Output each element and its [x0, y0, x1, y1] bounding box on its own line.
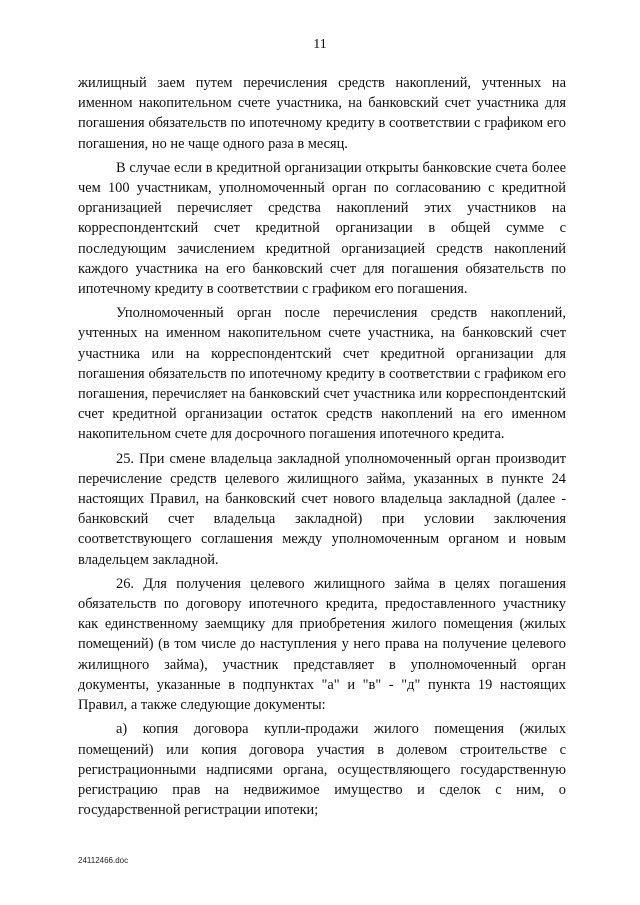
paragraph-5: 26. Для получения целевого жилищного займа в целях погашения обязательств по договору ипотечного кредита, предоставленного участнику как единственному заемщику для приобретения жилого помещения (жилых помещений) (в том числе до наступления у него права на получение целевого жилищного займа), участник представляет в уполномоченный орган документы, указанные в подпунктах "а" и "в" - "д" пункта 19 настоящих Правил, а также следующие документы:	[78, 575, 566, 714]
footer-filename: 24112466.doc	[78, 856, 129, 865]
paragraph-4: 25. При смене владельца закладной уполномоченный орган производит перечисление средств целевого жилищного займа, указанных в пункте 24 настоящих Правил, на банковский счет нового владельца закладной (далее - банковский счет владельца закладной) при условии заключения соответствующего соглашения между уполномоченным органом и новым владельцем закладной.	[78, 450, 566, 568]
paragraph-3: Уполномоченный орган после перечисления средств накоплений, учтенных на именном накопительном счете участника, на банковский счет участника или на корреспондентский счет кредитной организации для погашения обязательств по ипотечному кредиту в соответствии с графиком его погашения, перечисляет на банковский счет участника или корреспондентский счет кредитной организации остаток средств накоплений на его именном накопительном счете для досрочного погашения ипотечного кредита.	[78, 305, 566, 443]
paragraph-1: жилищный заем путем перечисления средств накоплений, учтенных на именном накопительном счете участника, на банковский счет участника для погашения обязательств по ипотечному кредиту в соответствии с графиком его погашения, но не чаще одного раза в месяц.	[78, 75, 566, 152]
paragraph-6: а) копия договора купли-продажи жилого помещения (жилых помещений) или копия договора участия в долевом строительстве с регистрационными надписями органа, осуществляющего государственную регистрацию прав на недвижимое имущество и сделок с ним, о государственной регистрации ипотеки;	[78, 721, 566, 819]
paragraph-2: В случае если в кредитной организации открыты банковские счета более чем 100 участникам, уполномоченный орган по согласованию с кредитной организацией перечисляет средства накоплений этих участников на корреспондентский счет кредитной организации в общей сумме с последующим зачислением кредитной организацией средств накоплений каждого участника на его банковский счет для погашения обязательств по ипотечному кредиту в соответствии с графиком его погашения.	[78, 159, 566, 298]
document-body	[78, 73, 566, 824]
page-number: 11	[313, 37, 327, 52]
